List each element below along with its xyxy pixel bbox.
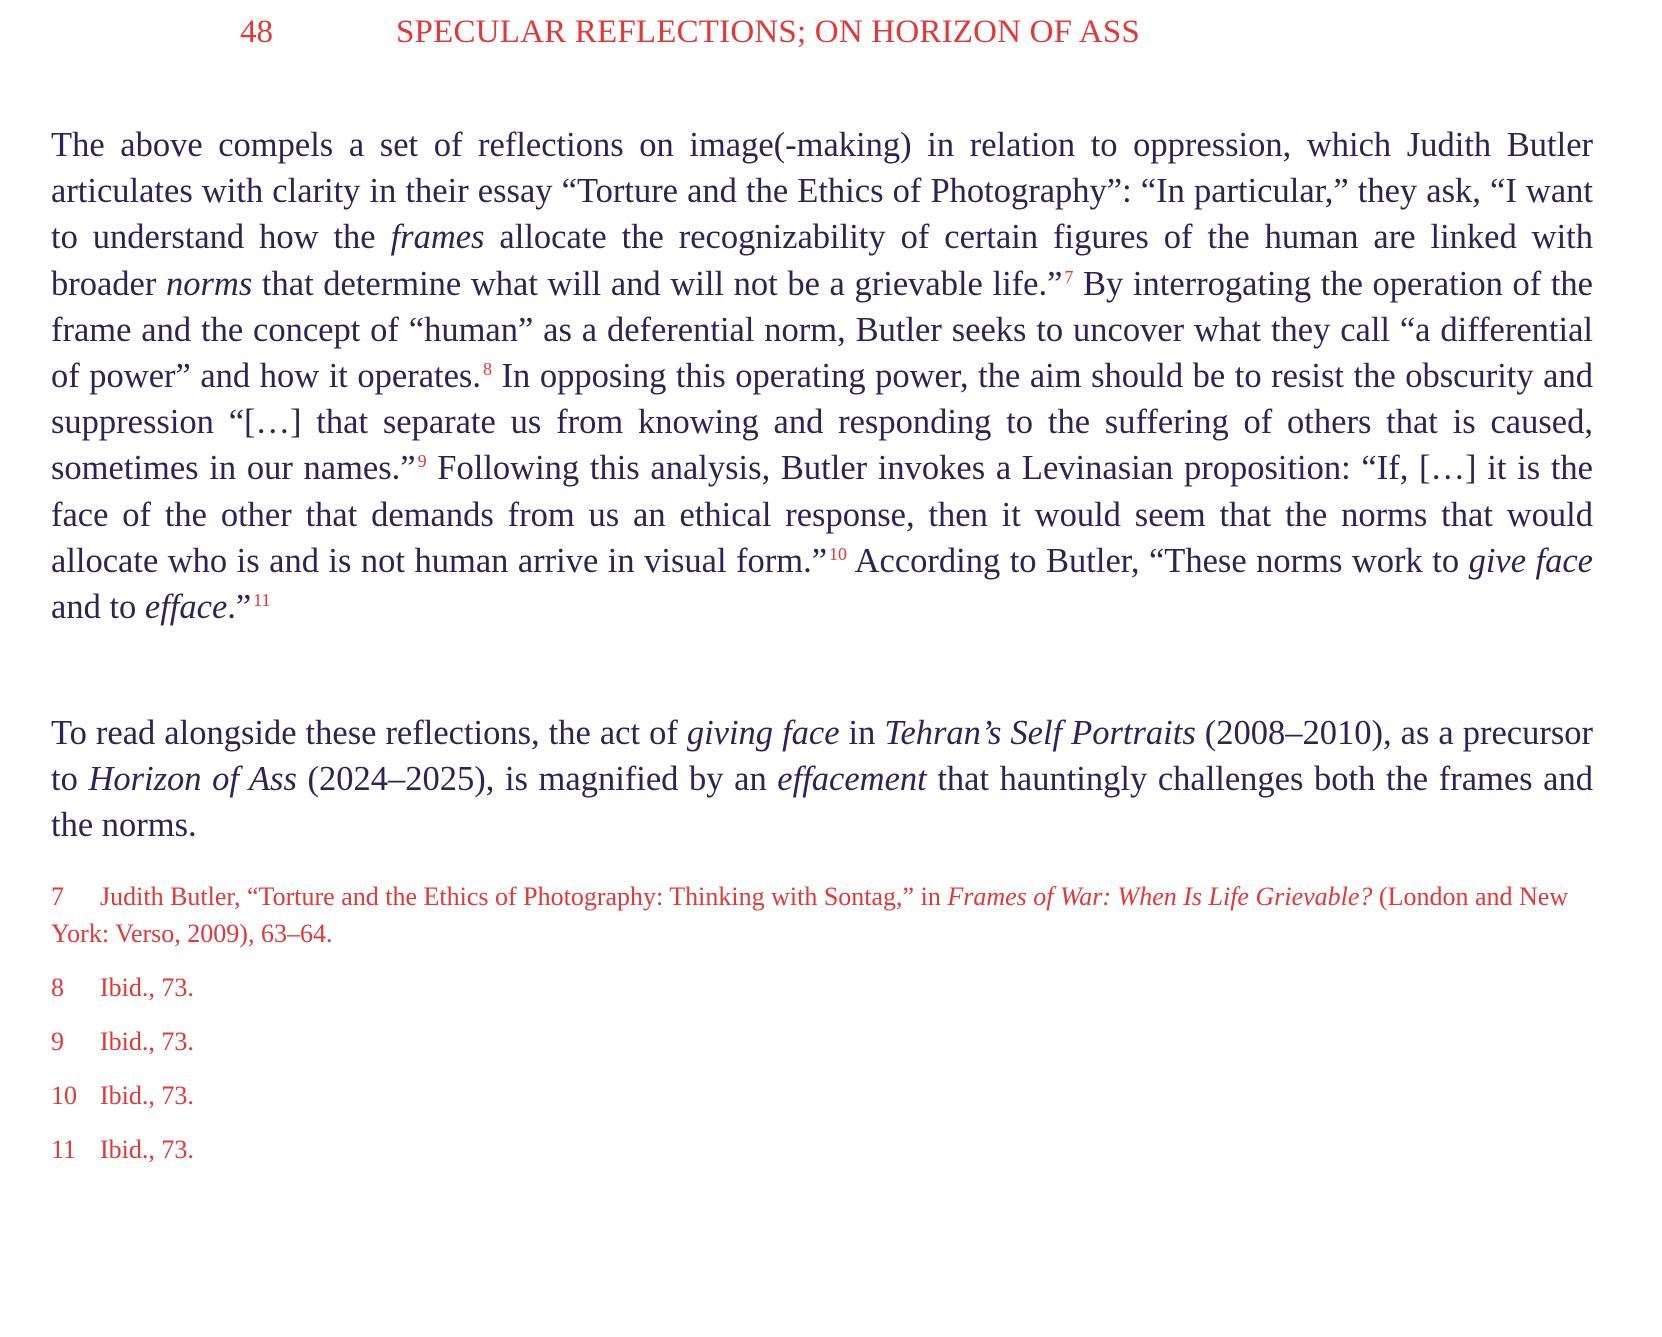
footnote-text (51, 882, 1568, 948)
text-run: allocate the recognizability of certain figures of the human are linked with broader (51, 218, 1593, 303)
footnote-8 (51, 969, 1611, 1006)
footnote-number: 7 (51, 882, 64, 911)
body-paragraph-1 (51, 122, 1593, 630)
emphasis-effacement: effacement (777, 760, 927, 799)
text-run: that determine what will and will not be a grievable life.” (252, 264, 1063, 303)
running-head: SPECULAR REFLECTIONS; ON HORIZON OF ASS (396, 14, 1140, 50)
text-run: In opposing this operating power, the aim should be to resist the obscurity and suppression “[…] that separate us from knowing and responding to the suffering of others that is caused, sometimes in our names.” (51, 357, 1593, 488)
text-run: .” (227, 588, 252, 627)
text-run: By interrogating the operation of the frame and the concept of “human” as a deferential norm, Butler seeks to uncover what they call “a differential of power” and how it operates. (51, 264, 1593, 396)
emphasis-give-face: give face (1468, 541, 1593, 580)
text-run: (2008–2010), as a precursor to (51, 714, 1594, 799)
book-title: Frames of War: When Is Life Grievable? (947, 882, 1373, 911)
footnote-text: Ibid., 73. (100, 1081, 194, 1110)
emphasis-norms: norms (166, 264, 253, 303)
text-run: and to (51, 588, 145, 627)
footnote-9 (51, 1023, 1611, 1060)
footnote-7 (51, 878, 1611, 952)
footnote-ref-8[interactable]: 8 (482, 359, 492, 380)
emphasis-efface: efface (144, 588, 228, 627)
text-run: According to Butler, “These norms work to (847, 541, 1469, 580)
page-number: 48 (240, 14, 273, 50)
text-run: that hauntingly challenges both the frames and the norms. (51, 760, 1593, 845)
text-run: in (839, 714, 885, 752)
footnote-number: 11 (51, 1135, 77, 1164)
body-paragraph-2 (51, 710, 1593, 849)
footnote-ref-7[interactable]: 7 (1064, 266, 1074, 287)
footnote-number: 10 (51, 1081, 77, 1110)
footnote-ref-11[interactable]: 11 (253, 590, 271, 611)
footnote-number: 8 (51, 973, 64, 1002)
work-title-tehrans-self-portraits: Tehran’s Self Portraits (884, 714, 1196, 752)
text-run: Following this analysis, Butler invokes a Levinasian proposition: “If, […] it is the face of the other that demands from us an ethical response, then it would seem that the norms that would allocate who is and is not human arrive in visual form.” (51, 449, 1593, 580)
emphasis-giving-face: giving face (686, 714, 840, 752)
footnote-text: Ibid., 73. (100, 1135, 194, 1164)
footnotes-section (51, 878, 1611, 1185)
text-run: Judith Butler, “Torture and the Ethics of Photography: Thinking with Sontag,” in (100, 882, 948, 911)
footnote-text: Ibid., 73. (100, 1027, 194, 1056)
footnote-number: 9 (51, 1027, 64, 1056)
text-run: To read alongside these reflections, the act of (51, 714, 687, 752)
footnote-11 (51, 1131, 1611, 1168)
page-header (0, 10, 1662, 54)
footnote-10 (51, 1077, 1611, 1114)
work-title-horizon-of-ass: Horizon of Ass (88, 760, 297, 799)
text-run: (2024–2025), is magnified by an (296, 760, 778, 799)
footnote-ref-9[interactable]: 9 (417, 451, 427, 472)
footnote-text: Ibid., 73. (100, 973, 194, 1002)
footnote-ref-10[interactable]: 10 (829, 543, 848, 564)
emphasis-frames: frames (390, 218, 485, 257)
text-run: (London and New York: Verso, 2009), 63–64. (51, 882, 1569, 948)
text-run: The above compels a set of reflections on image(-making) in relation to oppression, which Judith Butler articulates with clarity in their essay “Torture and the Ethics of Photography”: “In particular,” they ask, “I want to understand how the (51, 126, 1593, 257)
